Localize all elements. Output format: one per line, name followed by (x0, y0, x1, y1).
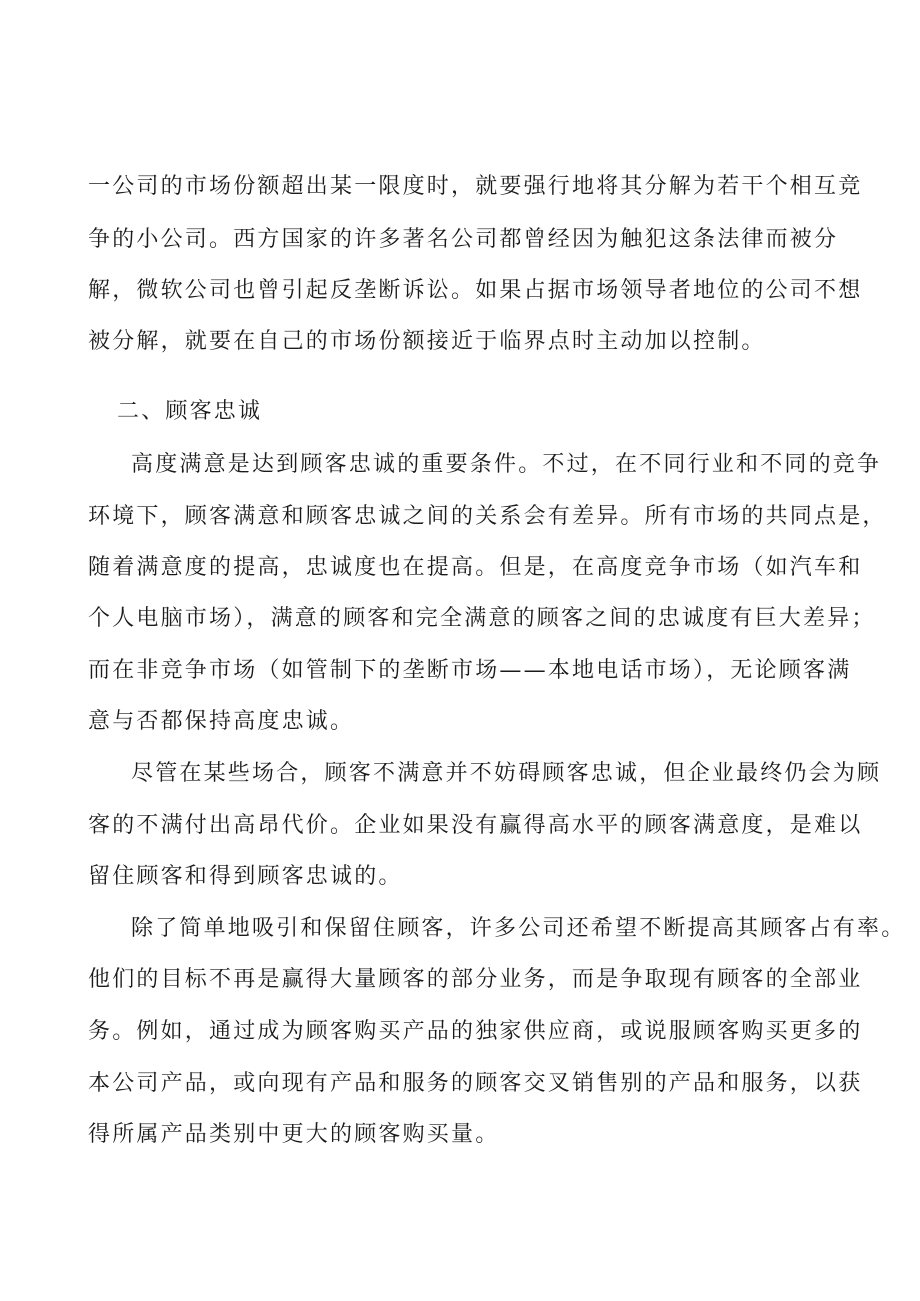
paragraph-line: 解，微软公司也曾引起反垄断诉讼。如果占据市场领导者地位的公司不想 (88, 278, 863, 303)
paragraph-line: 除了简单地吸引和保留住顾客，许多公司还希望不断提高其顾客占有率。 (131, 916, 906, 941)
paragraph-line: 得所属产品类别中更大的顾客购买量。 (88, 1122, 500, 1147)
paragraph-line: 他们的目标不再是赢得大量顾客的部分业务，而是争取现有顾客的全部业 (88, 967, 863, 992)
paragraph-line: 争的小公司。西方国家的许多著名公司都曾经因为触犯这条法律而被分 (88, 227, 839, 252)
paragraph-line: 客的不满付出高昂代价。企业如果没有赢得高水平的顾客满意度，是难以 (88, 813, 863, 838)
paragraph-line: 留住顾客和得到顾客忠诚的。 (88, 864, 403, 889)
paragraph-line: 意与否都保持高度忠诚。 (88, 709, 355, 734)
paragraph-line: 务。例如，通过成为顾客购买产品的独家供应商，或说服顾客购买更多的 (88, 1019, 863, 1044)
paragraph-line: 而在非竞争市场（如管制下的垄断市场——本地电话市场），无论顾客满 (88, 658, 852, 683)
paragraph-line: 随着满意度的提高，忠诚度也在提高。但是，在高度竞争市场（如汽车和 (88, 555, 863, 580)
paragraph-line: 高度满意是达到顾客忠诚的重要条件。不过，在不同行业和不同的竞争 (131, 452, 882, 477)
section-heading: 二、顾客忠诚 (117, 399, 263, 424)
paragraph-line: 环境下，顾客满意和顾客忠诚之间的关系会有差异。所有市场的共同点是， (88, 504, 887, 529)
paragraph-line: 被分解，就要在自己的市场份额接近于临界点时主动加以控制。 (88, 329, 766, 354)
paragraph-line: 尽管在某些场合，顾客不满意并不妨碍顾客忠诚，但企业最终仍会为顾 (131, 761, 882, 786)
paragraph-line: 个人电脑市场），满意的顾客和完全满意的顾客之间的忠诚度有巨大差异； (88, 606, 876, 631)
paragraph-line: 一公司的市场份额超出某一限度时，就要强行地将其分解为若干个相互竞 (88, 174, 863, 199)
paragraph-line: 本公司产品，或向现有产品和服务的顾客交叉销售别的产品和服务，以获 (88, 1071, 863, 1096)
